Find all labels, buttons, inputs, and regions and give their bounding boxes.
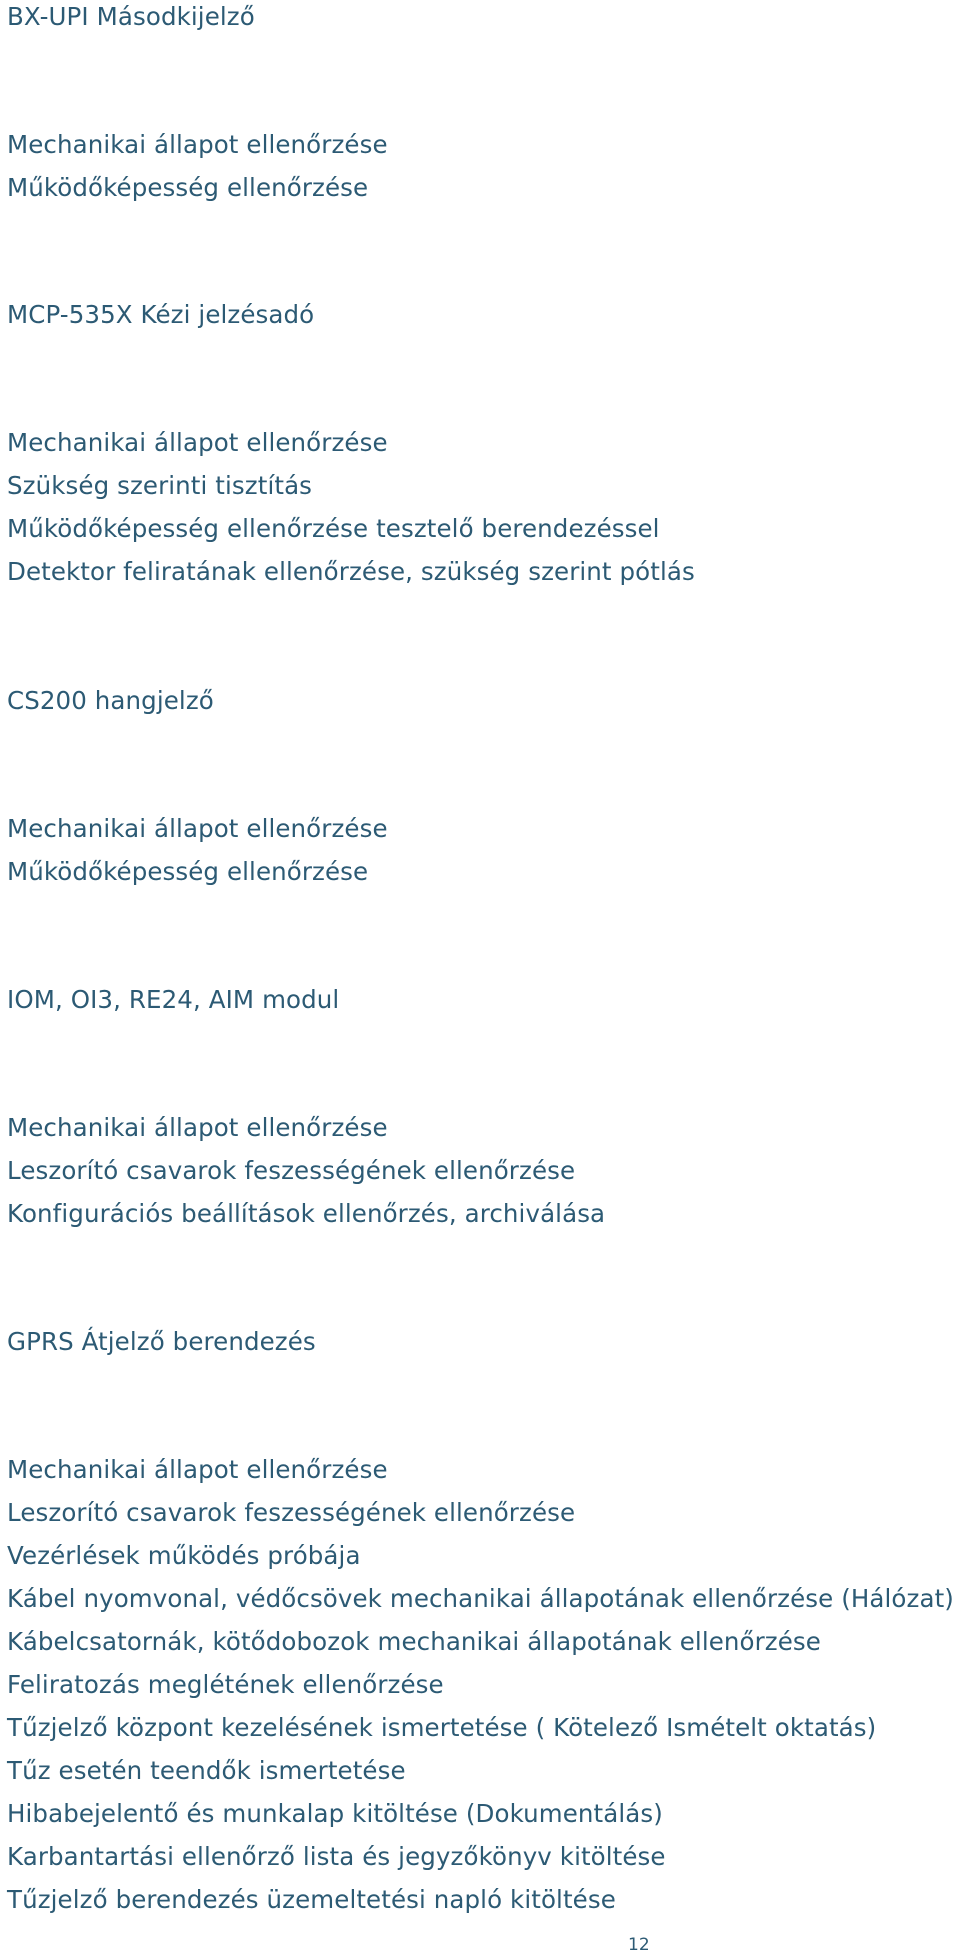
section-heading: MCP-535X Kézi jelzésadó bbox=[7, 300, 315, 329]
list-item: Leszorító csavarok feszességének ellenőrzése bbox=[7, 1498, 576, 1527]
list-item: Kábelcsatornák, kötődobozok mechanikai állapotának ellenőrzése bbox=[7, 1627, 821, 1656]
list-item: Kábel nyomvonal, védőcsövek mechanikai állapotának ellenőrzése (Hálózat) bbox=[7, 1584, 954, 1613]
list-item: Tűzjelző berendezés üzemeltetési napló kitöltése bbox=[7, 1885, 616, 1914]
list-item: Mechanikai állapot ellenőrzése bbox=[7, 428, 388, 457]
section-gprs bbox=[7, 1320, 952, 1921]
section-cs200 bbox=[7, 679, 952, 893]
page-number: 12 bbox=[628, 1935, 650, 1955]
section-heading: BX-UPI Másodkijelző bbox=[7, 2, 255, 31]
list-item: Karbantartási ellenőrző lista és jegyzőkönyv kitöltése bbox=[7, 1842, 666, 1871]
list-item: Működőképesség ellenőrzése bbox=[7, 173, 369, 202]
list-item: Feliratozás meglétének ellenőrzése bbox=[7, 1670, 444, 1699]
list-item: Hibabejelentő és munkalap kitöltése (Dokumentálás) bbox=[7, 1799, 663, 1828]
section-mcp-535x bbox=[7, 293, 952, 593]
list-item: Működőképesség ellenőrzése tesztelő berendezéssel bbox=[7, 514, 660, 543]
list-item: Vezérlések működés próbája bbox=[7, 1541, 361, 1570]
list-item: Leszorító csavarok feszességének ellenőrzése bbox=[7, 1156, 576, 1185]
list-item: Mechanikai állapot ellenőrzése bbox=[7, 130, 388, 159]
list-item: Mechanikai állapot ellenőrzése bbox=[7, 1455, 388, 1484]
list-item: Tűzjelző központ kezelésének ismertetése ( Kötelező Ismételt oktatás) bbox=[7, 1713, 877, 1742]
list-item: Konfigurációs beállítások ellenőrzés, archiválása bbox=[7, 1199, 606, 1228]
section-bx-upi bbox=[7, 0, 952, 209]
section-heading: GPRS Átjelző berendezés bbox=[7, 1327, 316, 1356]
list-item: Detektor feliratának ellenőrzése, szükség szerint pótlás bbox=[7, 557, 695, 586]
list-item: Működőképesség ellenőrzése bbox=[7, 857, 369, 886]
section-heading: CS200 hangjelző bbox=[7, 686, 214, 715]
section-heading: IOM, OI3, RE24, AIM modul bbox=[7, 985, 340, 1014]
section-iom-modules bbox=[7, 978, 952, 1235]
list-item: Tűz esetén teendők ismertetése bbox=[7, 1756, 406, 1785]
list-item: Szükség szerinti tisztítás bbox=[7, 471, 313, 500]
list-item: Mechanikai állapot ellenőrzése bbox=[7, 1113, 388, 1142]
list-item: Mechanikai állapot ellenőrzése bbox=[7, 814, 388, 843]
